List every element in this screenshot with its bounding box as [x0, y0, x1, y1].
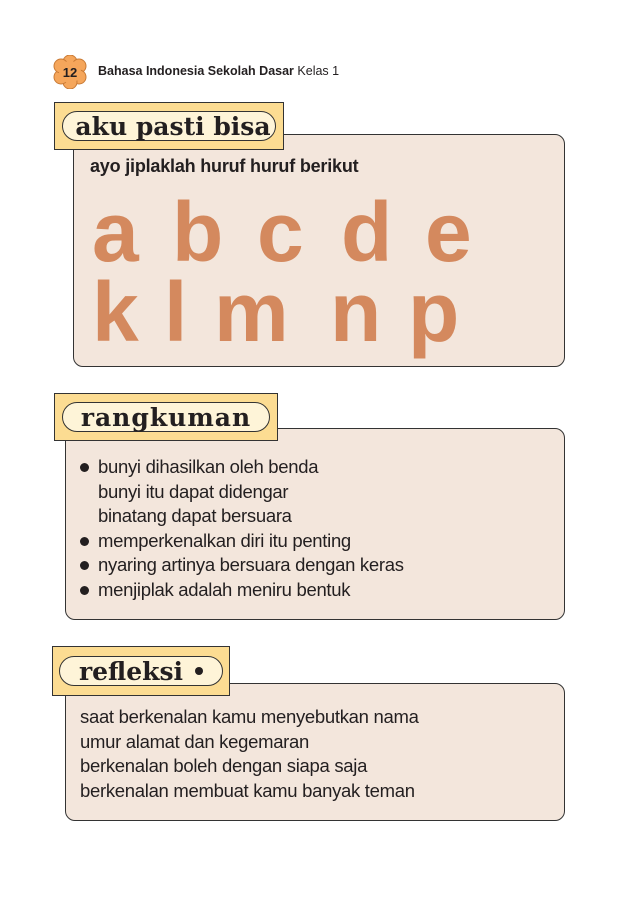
book-title: Bahasa Indonesia Sekolah Dasar — [98, 64, 294, 78]
summary-section-label — [54, 393, 278, 441]
reflection-list — [80, 705, 419, 803]
list-item: saat berkenalan kamu menyebutkan nama — [80, 706, 419, 727]
list-item: menjiplak adalah meniru bentuk — [78, 578, 404, 603]
practice-instruction: ayo jiplaklah huruf huruf berikut — [90, 156, 359, 176]
letter-n: n — [330, 265, 382, 359]
reflection-section-label — [52, 646, 230, 696]
list-item: bunyi itu dapat didengar — [98, 480, 289, 502]
letters-row-2 — [92, 265, 460, 359]
letters-row-1 — [92, 185, 472, 279]
summary-title: rangkuman — [80, 402, 252, 432]
bullet-dot-icon — [195, 667, 203, 675]
letter-a: a — [92, 185, 139, 279]
letter-b: b — [172, 185, 224, 279]
letter-e: e — [425, 185, 472, 279]
letter-m: m — [214, 265, 289, 359]
list-item: memperkenalkan diri itu penting — [78, 529, 404, 554]
page-number-badge — [52, 55, 88, 89]
running-header — [98, 64, 339, 78]
letter-c: c — [257, 185, 304, 279]
letter-d: d — [341, 185, 393, 279]
page-number: 12 — [62, 64, 78, 80]
letter-k: k — [92, 265, 139, 359]
reflection-title: refleksi — [78, 656, 184, 686]
list-item: berkenalan membuat kamu banyak teman — [80, 779, 415, 801]
practice-title: aku pasti bisa — [75, 111, 271, 141]
list-item: binatang dapat bersuara — [98, 505, 292, 526]
list-item: umur alamat dan kegemaran — [80, 730, 310, 752]
list-item: berkenalan boleh dengan siapa saja — [80, 755, 368, 776]
letter-l: l — [164, 265, 188, 359]
practice-section-label — [54, 102, 284, 150]
summary-list — [78, 455, 404, 602]
list-item: bunyi dihasilkan oleh benda — [78, 455, 404, 480]
letter-p: p — [408, 265, 460, 359]
grade-label: Kelas 1 — [297, 64, 340, 78]
list-item: nyaring artinya bersuara dengan keras — [78, 553, 404, 578]
